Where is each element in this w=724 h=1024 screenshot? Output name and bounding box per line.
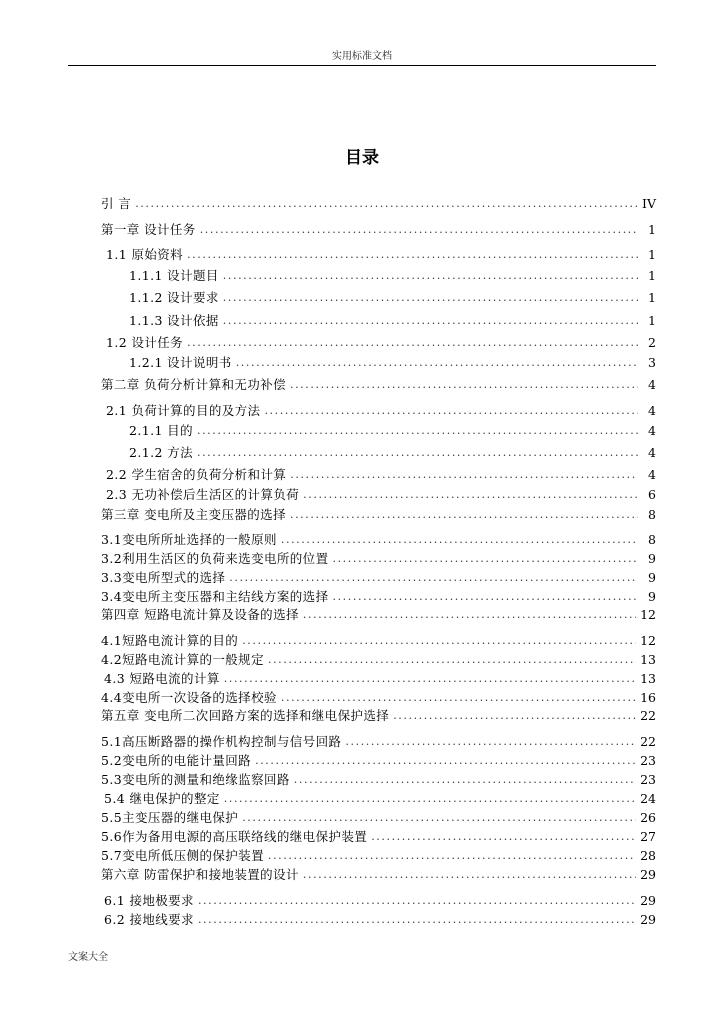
toc-entry-4-2[interactable] [101, 650, 656, 668]
toc-entry-page: 16 [640, 690, 656, 705]
toc-dot-leader [187, 335, 638, 351]
toc-entry-2-1-2[interactable] [129, 443, 656, 461]
toc-entry-page: 8 [648, 507, 656, 522]
toc-entry-label: 第二章 负荷分析计算和无功补偿 [101, 377, 286, 392]
toc-dot-leader [223, 268, 638, 284]
toc-dot-leader [223, 290, 638, 306]
toc-entry-1-1-1[interactable] [129, 266, 656, 284]
toc-entry-page: 22 [640, 734, 656, 749]
toc-dot-leader [303, 607, 636, 623]
toc-dot-leader [242, 810, 636, 826]
toc-dot-leader [135, 196, 638, 212]
toc-entry-5-3[interactable] [101, 770, 656, 788]
toc-entry-page: 12 [640, 607, 656, 622]
toc-entry-label: 第六章 防雷保护和接地装置的设计 [101, 867, 299, 882]
toc-entry-5-2[interactable] [101, 751, 656, 769]
toc-dot-leader [303, 487, 638, 503]
toc-dot-leader [242, 633, 636, 649]
toc-entry-chapter-4[interactable] [101, 605, 656, 623]
toc-dot-leader [281, 690, 636, 706]
page-footer-text: 文案大全 [68, 952, 108, 963]
toc-entry-2-1-1[interactable] [129, 421, 656, 439]
toc-entry-2-3[interactable] [106, 485, 656, 503]
toc-entry-label: 1.1.3 设计依据 [129, 313, 219, 328]
toc-entry-chapter-3[interactable] [101, 505, 656, 523]
toc-entry-page: 1 [648, 268, 656, 283]
toc-entry-page: 29 [640, 912, 656, 927]
toc-entry-page: 29 [640, 893, 656, 908]
toc-entry-page: 2 [648, 335, 656, 350]
toc-dot-leader [224, 671, 636, 687]
toc-dot-leader [197, 423, 638, 439]
toc-entry-page: 23 [640, 753, 656, 768]
toc-entry-page: 9 [648, 551, 656, 566]
toc-entry-page: 13 [640, 671, 656, 686]
toc-dot-leader [281, 532, 638, 548]
toc-entry-label: 5.7变电所低压侧的保护装置 [101, 848, 264, 863]
toc-dot-leader [393, 708, 636, 724]
toc-dot-leader [197, 445, 638, 461]
toc-entry-page: 4 [648, 423, 656, 438]
toc-entry-5-7[interactable] [101, 846, 656, 864]
toc-entry-label: 2.1 负荷计算的目的及方法 [106, 403, 261, 418]
toc-entry-label: 6.1 接地极要求 [104, 893, 194, 908]
toc-dot-leader [303, 867, 636, 883]
toc-dot-leader [198, 893, 636, 909]
toc-entry-label: 第三章 变电所及主变压器的选择 [101, 507, 286, 522]
toc-entry-label: 5.1高压断路器的操作机构控制与信号回路 [101, 734, 342, 749]
toc-entry-page: 6 [648, 487, 656, 502]
toc-entry-label: 1.1.1 设计题目 [129, 268, 219, 283]
toc-entry-label: 引 言 [101, 196, 132, 211]
toc-entry-3-4[interactable] [101, 587, 656, 605]
toc-entry-label: 4.3 短路电流的计算 [104, 671, 220, 686]
toc-entry-label: 5.3变电所的测量和绝缘监察回路 [101, 772, 290, 787]
toc-dot-leader [229, 570, 638, 586]
toc-entry-5-4[interactable] [104, 789, 656, 807]
toc-entry-5-6[interactable] [101, 827, 656, 845]
toc-entry-chapter-2[interactable] [101, 375, 656, 393]
toc-entry-page: 4 [648, 403, 656, 418]
toc-dot-leader [332, 551, 638, 567]
toc-dot-leader [332, 589, 638, 605]
toc-dot-leader [290, 467, 638, 483]
toc-dot-leader [290, 507, 638, 523]
toc-entry-page: 24 [640, 791, 656, 806]
toc-entry-label: 第五章 变电所二次回路方案的选择和继电保护选择 [101, 708, 390, 723]
toc-entry-2-1[interactable] [106, 401, 656, 419]
toc-entry-3-1[interactable] [101, 530, 656, 548]
toc-entry-chapter-6[interactable] [101, 865, 656, 883]
toc-entry-page: 4 [648, 377, 656, 392]
toc-entry-page: 9 [648, 570, 656, 585]
toc-entry-3-3[interactable] [101, 568, 656, 586]
toc-entry-page: 28 [640, 848, 656, 863]
toc-entry-page: 1 [648, 313, 656, 328]
toc-entry-page: 1 [648, 290, 656, 305]
toc-entry-label: 5.6作为备用电源的高压联络线的继电保护装置 [101, 829, 368, 844]
toc-entry-4-1[interactable] [101, 631, 656, 649]
toc-dot-leader [187, 247, 638, 263]
toc-dot-leader [345, 734, 636, 750]
toc-dot-leader [294, 772, 636, 788]
toc-entry-label: 5.4 继电保护的整定 [104, 791, 220, 806]
toc-dot-leader [200, 222, 638, 238]
toc-entry-label: 4.1短路电流计算的目的 [101, 633, 239, 648]
toc-dot-leader [264, 403, 638, 419]
toc-entry-5-1[interactable] [101, 732, 656, 750]
toc-dot-leader [268, 652, 636, 668]
toc-entry-label: 1.1.2 设计要求 [129, 290, 219, 305]
toc-dot-leader [223, 313, 638, 329]
toc-entry-page: 26 [640, 810, 656, 825]
toc-entry-page: 12 [640, 633, 656, 648]
toc-entry-label: 1.2.1 设计说明书 [129, 355, 232, 370]
toc-entry-page: 13 [640, 652, 656, 667]
toc-entry-label: 2.3 无功补偿后生活区的计算负荷 [106, 487, 300, 502]
page-header-text: 实用标准文档 [332, 51, 392, 62]
toc-title: 目录 [345, 148, 379, 168]
toc-entry-label: 2.2 学生宿舍的负荷分析和计算 [106, 467, 287, 482]
toc-entry-label: 2.1.2 方法 [129, 445, 193, 460]
toc-entry-label: 3.2利用生活区的负荷来选变电所的位置 [101, 551, 329, 566]
toc-dot-leader [255, 753, 636, 769]
toc-entry-label: 4.4变电所一次设备的选择校验 [101, 690, 277, 705]
toc-entry-label: 3.4变电所主变压器和主结线方案的选择 [101, 589, 329, 604]
toc-entry-5-5[interactable] [101, 808, 656, 826]
toc-entry-label: 1.2 设计任务 [106, 335, 184, 350]
toc-entry-label: 6.2 接地线要求 [104, 912, 194, 927]
toc-entry-1-1[interactable] [106, 245, 656, 263]
toc-entry-label: 4.2短路电流计算的一般规定 [101, 652, 264, 667]
toc-entry-chapter-5[interactable] [101, 706, 656, 724]
toc-dot-leader [198, 912, 636, 928]
toc-entry-4-4[interactable] [101, 688, 656, 706]
toc-entry-4-3[interactable] [104, 669, 656, 687]
toc-entry-page: 4 [648, 467, 656, 482]
toc-dot-leader [268, 848, 636, 864]
toc-entry-label: 1.1 原始资料 [106, 247, 184, 262]
toc-entry-page: 23 [640, 772, 656, 787]
toc-entry-page: 9 [648, 589, 656, 604]
toc-entry-page: 1 [648, 222, 656, 237]
toc-entry-label: 第四章 短路电流计算及设备的选择 [101, 607, 299, 622]
toc-entry-page: 3 [648, 355, 656, 370]
toc-entry-label: 5.5主变压器的继电保护 [101, 810, 239, 825]
toc-entry-1-2-1[interactable] [129, 353, 656, 371]
toc-entry-1-1-2[interactable] [129, 288, 656, 306]
toc-entry-chapter-1[interactable] [101, 220, 656, 238]
toc-dot-leader [224, 791, 636, 807]
toc-dot-leader [236, 355, 638, 371]
toc-entry-page: 8 [648, 532, 656, 547]
toc-entry-page: 4 [648, 445, 656, 460]
toc-entry-label: 3.1变电所所址选择的一般原则 [101, 532, 277, 547]
toc-dot-leader [290, 377, 638, 393]
toc-entry-1-2[interactable] [106, 333, 656, 351]
toc-entry-page: 22 [640, 708, 656, 723]
toc-entry-6-1[interactable] [104, 891, 656, 909]
toc-entry-label: 5.2变电所的电能计量回路 [101, 753, 252, 768]
toc-entry-label: 第一章 设计任务 [101, 222, 196, 237]
toc-entry-3-2[interactable] [101, 549, 656, 567]
toc-entry-page: 29 [640, 867, 656, 882]
toc-entry-label: 2.1.1 目的 [129, 423, 193, 438]
toc-entry-page: 1 [648, 247, 656, 262]
toc-entry-6-2[interactable] [104, 910, 656, 928]
toc-entry-label: 3.3变电所型式的选择 [101, 570, 226, 585]
toc-entry-1-1-3[interactable] [129, 311, 656, 329]
toc-dot-leader [371, 829, 636, 845]
toc-entry-page: 27 [640, 829, 656, 844]
toc-entry-preface[interactable] [101, 194, 656, 212]
toc-entry-2-2[interactable] [106, 465, 656, 483]
toc-entry-page: IV [642, 196, 656, 211]
